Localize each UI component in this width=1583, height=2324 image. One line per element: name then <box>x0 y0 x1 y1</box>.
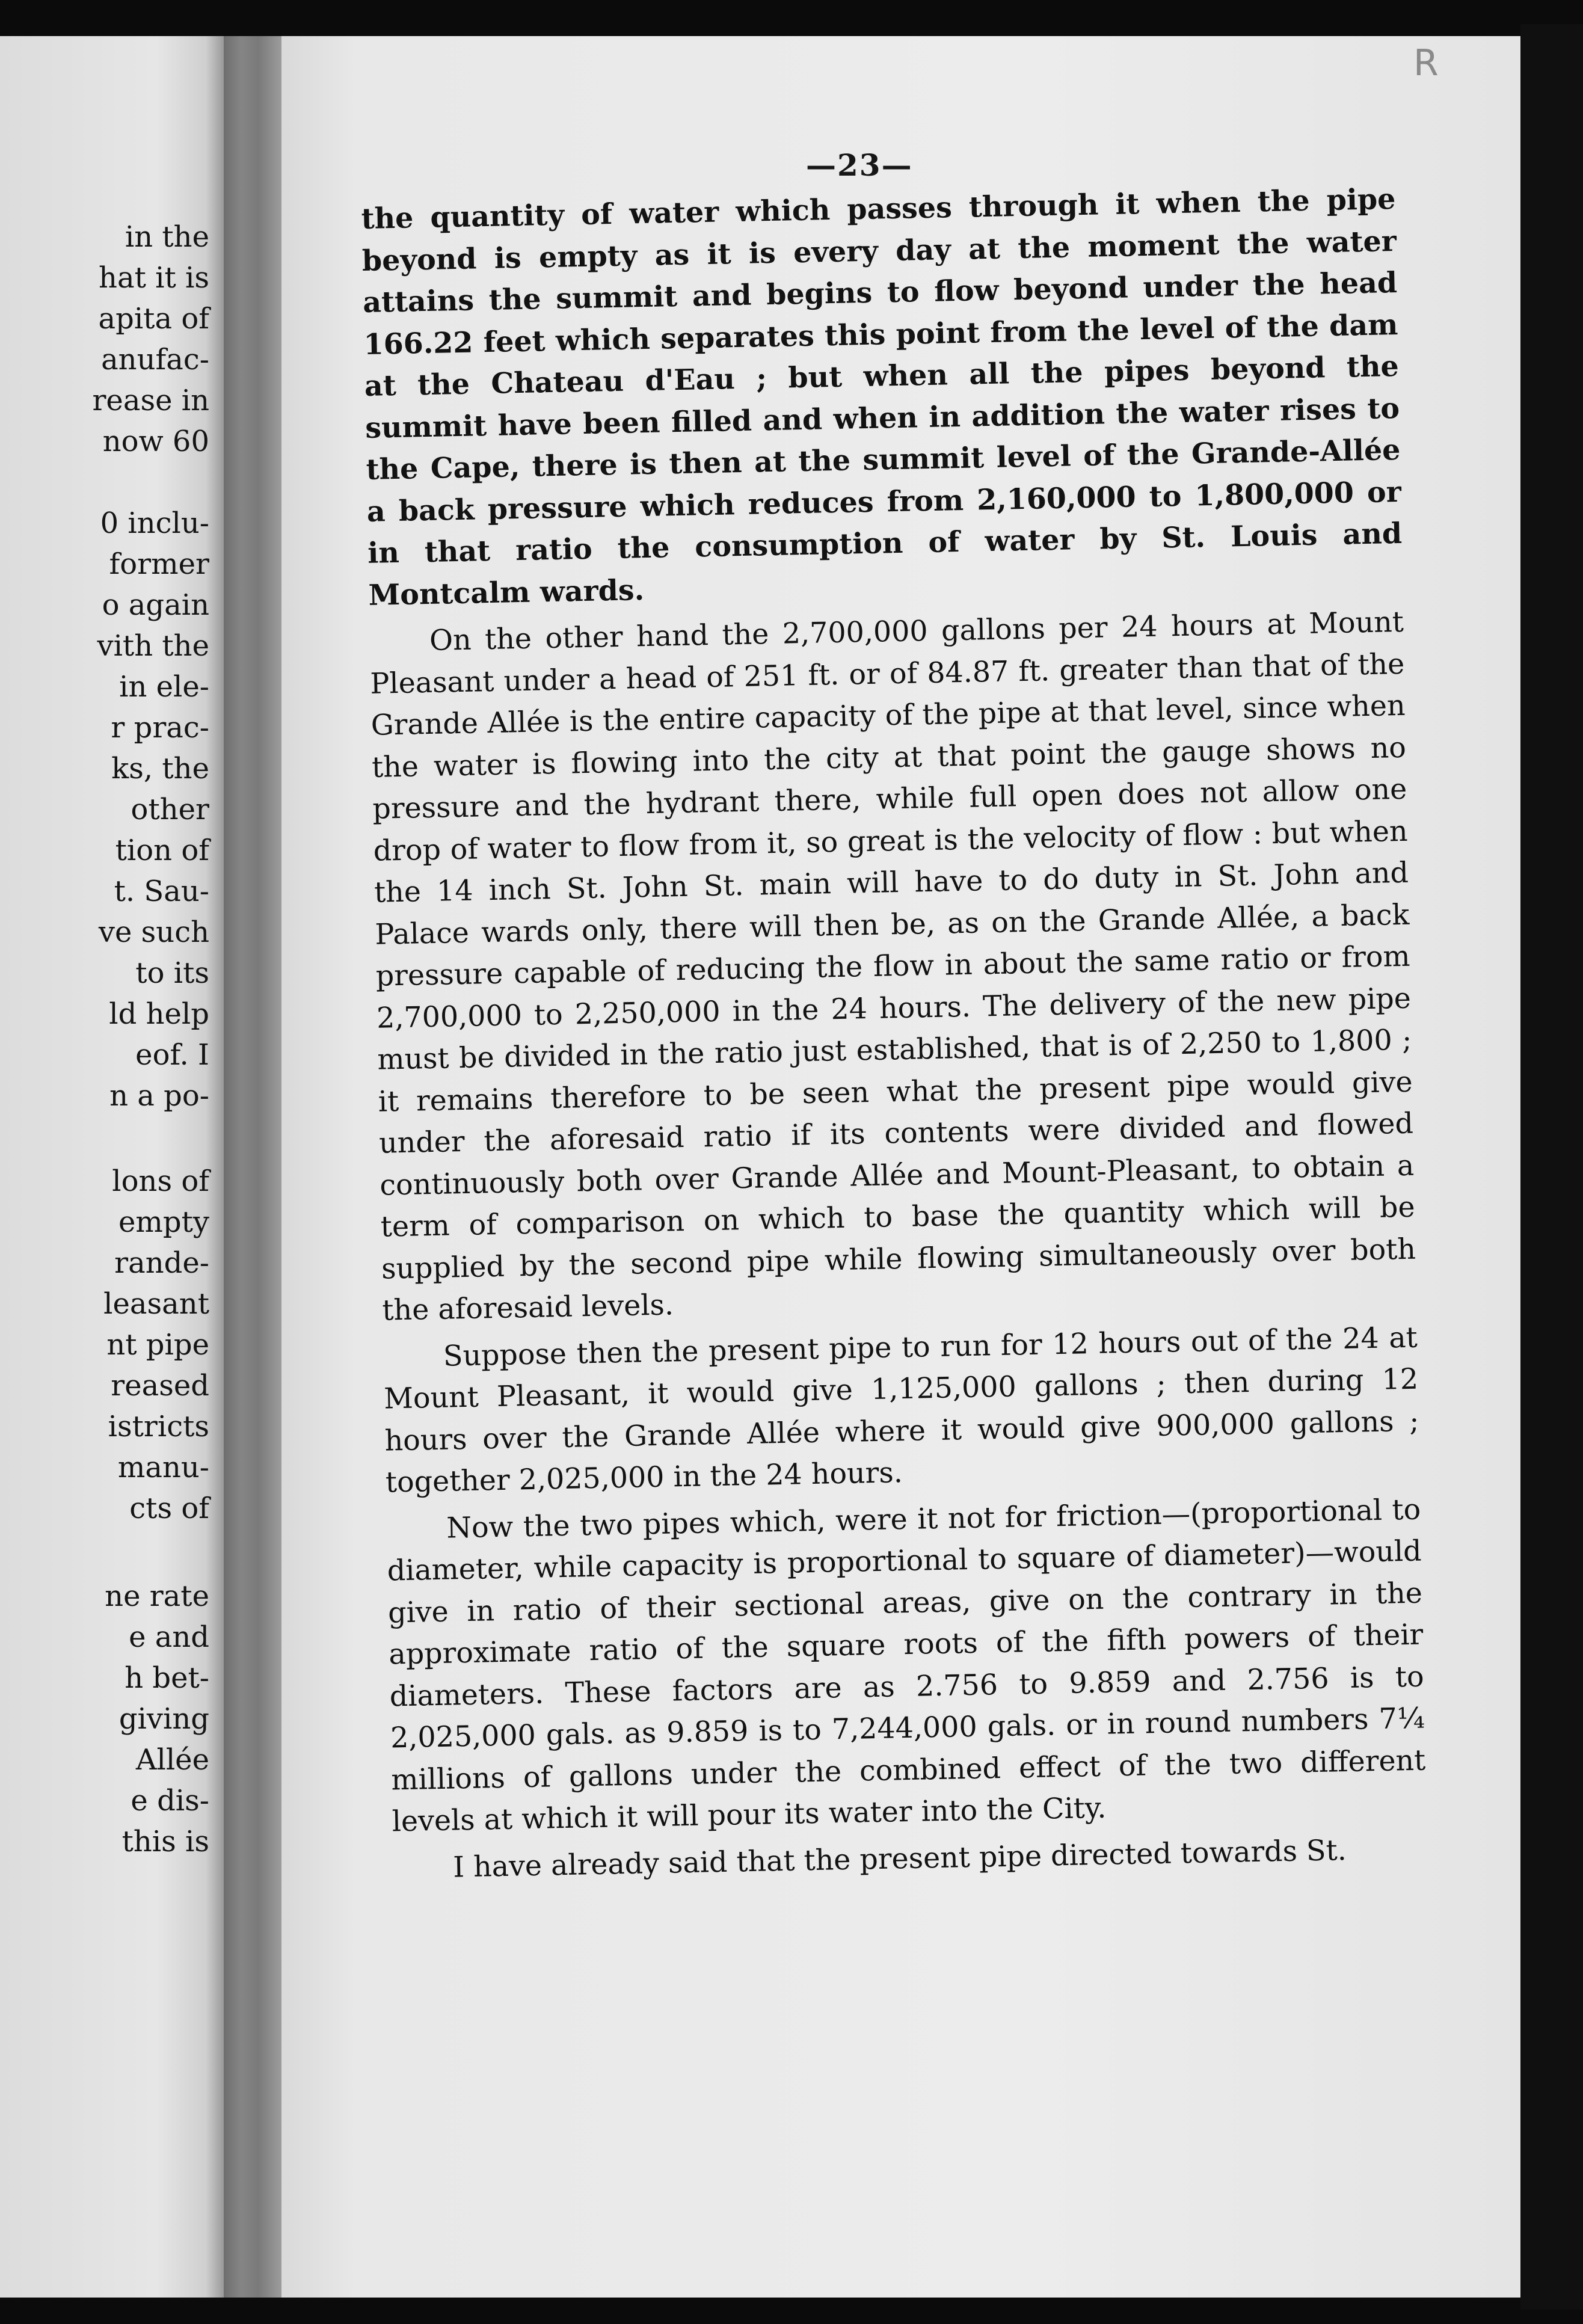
left-fragment-line: 0 inclu- <box>100 506 209 540</box>
paragraph: the quantity of water which passes through it when the pipe beyond is empty as it is every day at the moment the water attains the summit and begins to flow beyond under the head 166.22 feet which separates this point from the level of the dam at the Chateau d'Eau ; but when all the pipes beyond the summit have been filled and when in addition the water rises to the Cape, there is then at the summit level of the Grande-Allée a back pressure which reduces from 2,160,000 to 1,800,000 or in that ratio the consumption of water by St. Louis and Montcalm wards. <box>361 182 1403 612</box>
body-text <box>361 179 1428 1894</box>
book-gutter <box>224 36 281 2298</box>
left-fragment-line: o again <box>102 588 209 622</box>
scan-border <box>1520 24 1583 2310</box>
left-fragment-line: t. Sau- <box>114 875 209 908</box>
left-fragment-line: n a po- <box>109 1079 209 1113</box>
left-fragment-line: rease in <box>92 384 209 417</box>
corner-mark: R <box>1413 42 1439 84</box>
left-fragment-line: r prac- <box>111 711 209 745</box>
left-fragment-line: istricts <box>108 1410 209 1443</box>
left-fragment-line: empty <box>118 1205 209 1239</box>
left-fragment-line: hat it is <box>99 261 209 295</box>
left-fragment-line: tion of <box>115 834 209 867</box>
left-fragment-line: in the <box>124 220 209 254</box>
left-fragment-line: manu- <box>117 1451 209 1484</box>
left-fragment-line: rande- <box>114 1246 209 1280</box>
left-fragment-line: h bet- <box>124 1661 209 1695</box>
left-fragment-line: other <box>131 793 209 826</box>
left-fragment-line: Allée <box>135 1743 209 1777</box>
paragraph: On the other hand the 2,700,000 gallons per 24 hours at Mount Pleasant under a head of 251 ft. or of 84.87 ft. greater than that of the Grande Allée is the entire capacity of the pipe at that level, since when the water is flowing into the city at that point the gauge shows no pressure and the hydrant there, while full open does not allow one drop of water to flow from it, so great is the velocity of flow : but when the 14 inch St. John St. main will have to do duty in St. John and Palace wards only, there will then be, as on the Grande Allée, a back pressure capable of reducing the flow in about the same ratio or from 2,700,000 to 2,250,000 in the 24 hours. The delivery of the new pipe must be divided in the ratio just established, that is of 2,250 to 1,800 ; it remains therefore to be seen what the present pipe would give under the aforesaid ratio if its contents were divided and flowed continuously both over Grande Allée and Mount-Pleasant, to obtain a term of comparison on which to base the quantity which will be supplied by the second pipe while flowing simultaneously over both the aforesaid levels. <box>369 605 1416 1327</box>
left-fragment-line: apita of <box>98 302 209 336</box>
left-fragment-line: e dis- <box>131 1784 209 1818</box>
paragraph: I have already said that the present pipe directed towards St. <box>452 1833 1347 1884</box>
left-fragment-line: ld help <box>109 997 209 1031</box>
left-fragment-line: former <box>109 547 209 581</box>
paragraph: Suppose then the present pipe to run for 12 hours out of the 24 at Mount Pleasant, it would give 1,125,000 gallons ; then during 12 hours over the Grande Allée where it would give 900,000 gallons ; together 2,025,000 in the 24 hours. <box>383 1321 1419 1499</box>
paragraph: Now the two pipes which, were it not for friction—(proportional to diameter, while capacity is proportional to square of diameter)—would give in ratio of their sectional areas, give on the contrary in the approximate ratio of the square roots of the fifth powers of their diameters. These factors are as 2.756 to 9.859 and 2.756 is to 2,025,000 gals. as 9.859 is to 7,244,000 gals. or in round numbers 7¼ millions of gallons under the combined effect of the two different levels at which it will pour its water into the City. <box>387 1493 1426 1839</box>
left-fragment-line: this is <box>121 1825 209 1858</box>
left-fragment-line: eof. I <box>135 1038 209 1072</box>
left-fragment-line: now 60 <box>102 425 209 458</box>
left-fragment-line: in ele- <box>119 670 209 704</box>
left-fragment-line: to its <box>135 956 209 990</box>
left-fragment-line: cts of <box>129 1492 209 1525</box>
left-fragment-line: anufac- <box>101 343 209 377</box>
left-fragment-line: vith the <box>97 629 209 663</box>
left-fragment-line: leasant <box>103 1287 209 1321</box>
left-fragment-line: ks, the <box>111 752 209 785</box>
left-fragment-line: ve such <box>98 915 209 949</box>
left-fragment-line: reased <box>111 1369 209 1403</box>
left-page-edge <box>0 36 224 2298</box>
left-fragment-line: e and <box>129 1620 209 1654</box>
left-fragment-line: ne rate <box>105 1579 209 1613</box>
page-number: —23— <box>806 147 913 183</box>
left-fragment-line: nt pipe <box>106 1328 209 1362</box>
left-fragment-line: giving <box>118 1702 209 1736</box>
left-fragment-line: lons of <box>112 1164 209 1198</box>
